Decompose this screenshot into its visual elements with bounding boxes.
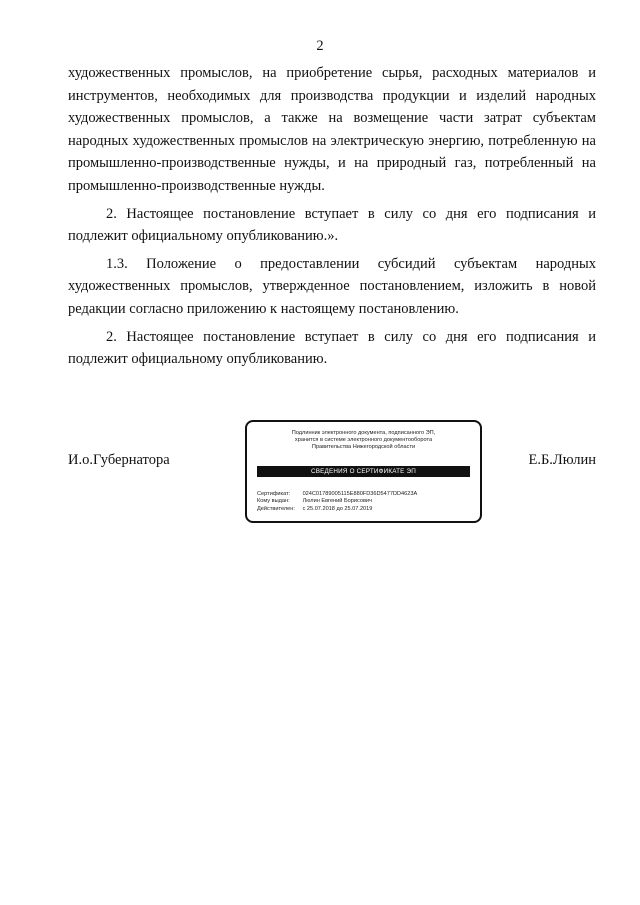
stamp-header-line: хранится в системе электронного документооборота bbox=[294, 437, 433, 444]
stamp-certificate-bar: СВЕДЕНИЯ О СЕРТИФИКАТЕ ЭП bbox=[257, 466, 470, 477]
document-body bbox=[68, 62, 596, 371]
signer-name: Е.Б.Люлин bbox=[528, 452, 596, 468]
stamp-header bbox=[253, 430, 474, 452]
stamp-valid-row bbox=[257, 506, 474, 513]
issued-to-label: Кому выдан: bbox=[257, 498, 290, 505]
signer-title: И.о.Губернатора bbox=[68, 452, 170, 468]
paragraph-continuation: художественных промыслов, на приобретение сырья, расходных материалов и инструментов, необходимых для производства продукции и изделий народных художественных промыслов, а также на возмещение части затрат субъектам народных художественных промыслов на электрическую энергию, потребленную на промышленно-производственные нужды, и на природный газ, потребленный на промышленно-производственные нужды. bbox=[68, 65, 596, 194]
paragraph-item-1-3: 1.3. Положение о предоставлении субсидий субъектам народных художественных промыслов, утвержденное постановлением, изложить в новой редакции согласно приложению к настоящему постановлению. bbox=[68, 255, 596, 317]
issued-to-value: Люлин Евгений Борисович bbox=[302, 498, 372, 505]
stamp-issued-to-row bbox=[257, 498, 474, 505]
valid-label: Действителен: bbox=[257, 505, 295, 512]
valid-value: с 25.07.2018 до 25.07.2019 bbox=[302, 505, 373, 512]
stamp-details bbox=[257, 491, 474, 513]
paragraph-item-2: 2. Настоящее постановление вступает в силу со дня его подписания и подлежит официальному опубликованию. bbox=[68, 328, 596, 368]
stamp-header-line: Правительства Нижегородской области bbox=[311, 444, 416, 451]
paragraph-item-2-quoted: 2. Настоящее постановление вступает в силу со дня его подписания и подлежит официальному опубликованию.». bbox=[68, 205, 596, 245]
stamp-header-line: Подлинник электронного документа, подписанного ЭП, bbox=[291, 430, 436, 436]
signature-block bbox=[68, 420, 596, 530]
electronic-signature-stamp bbox=[245, 420, 482, 523]
certificate-value: 024C01789005115E880FD36D5477DD4623A bbox=[302, 491, 418, 497]
certificate-label: Сертификат: bbox=[257, 491, 291, 497]
page-number: 2 bbox=[316, 38, 324, 54]
